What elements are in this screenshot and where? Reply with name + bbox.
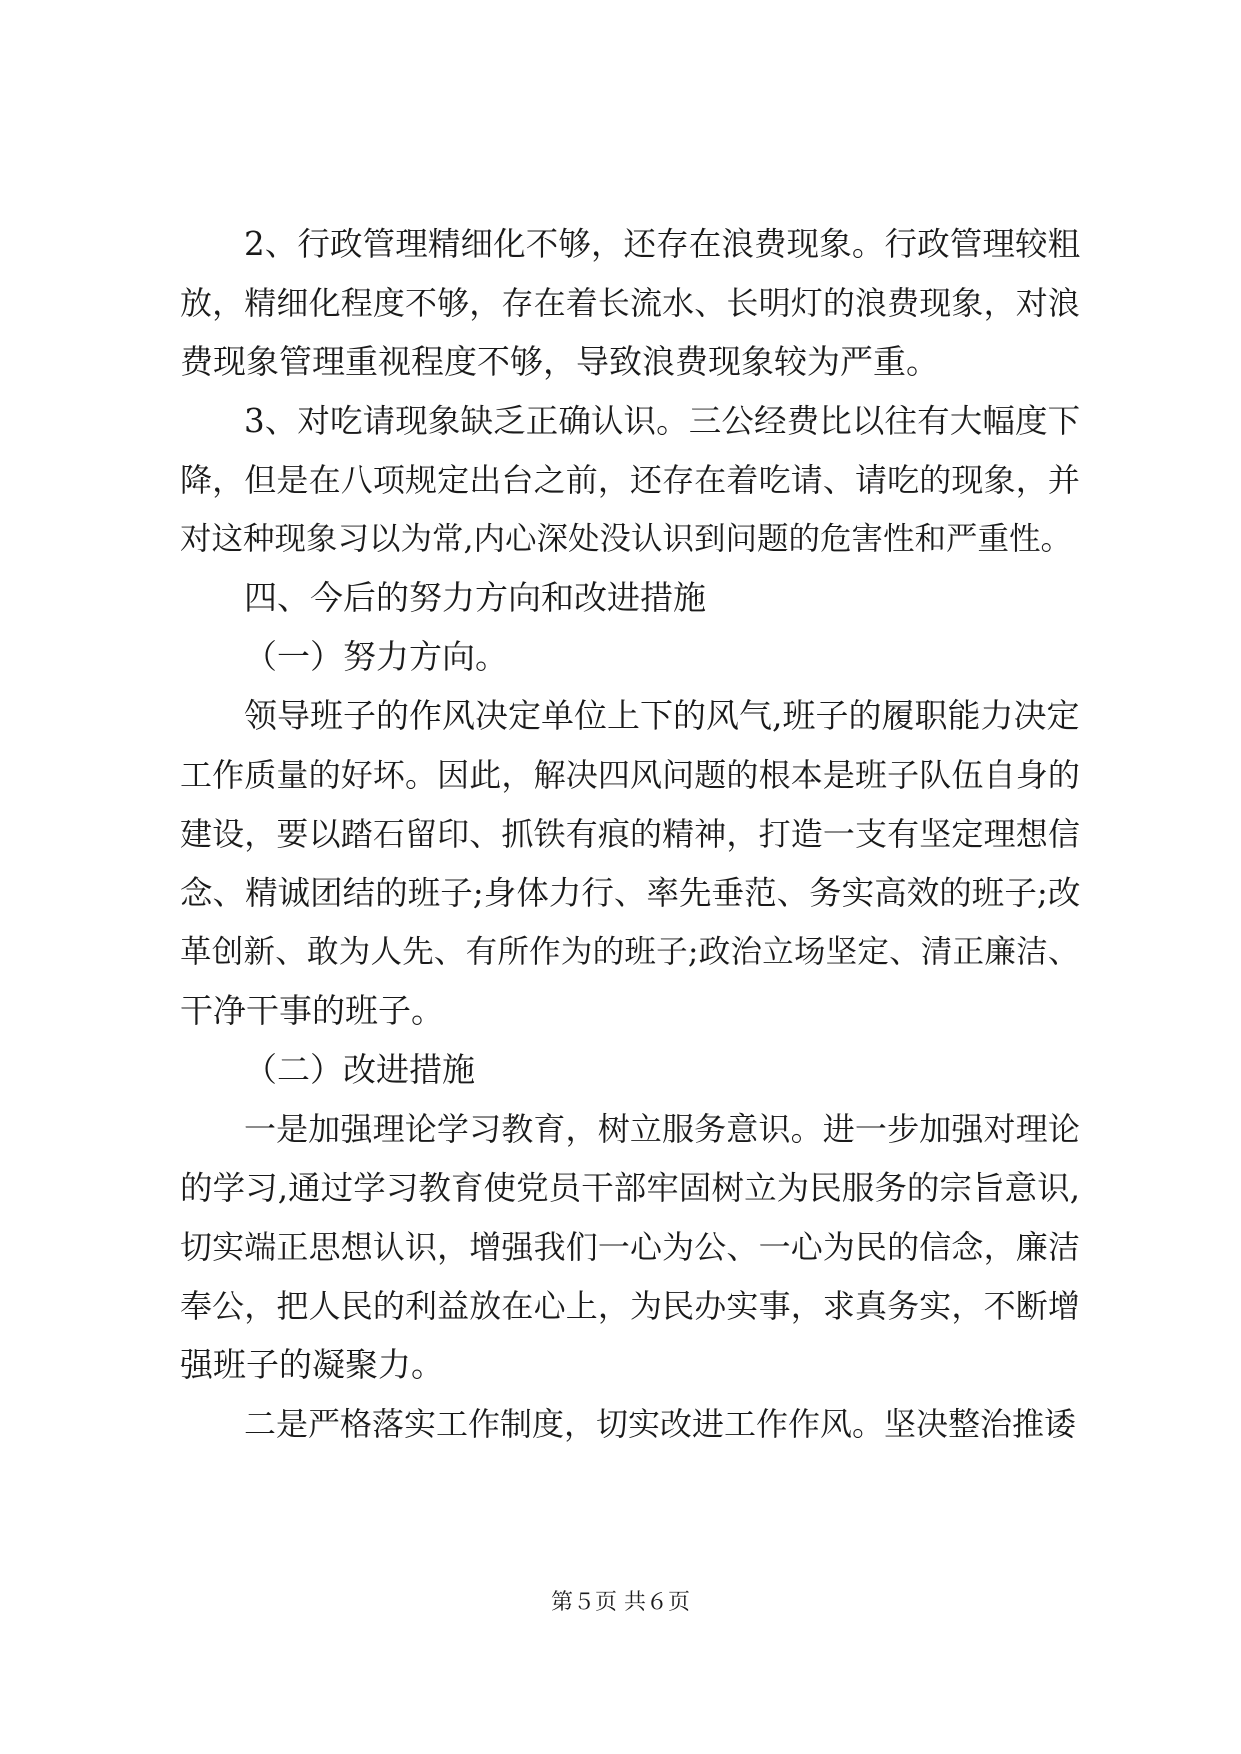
section-heading: 四、今后的努力方向和改进措施	[244, 578, 706, 617]
paragraph-3-line-4: 念、精诚团结的班子;身体力行、率先垂范、务实高效的班子;改	[180, 874, 1081, 912]
paragraph-4-line-1: 一是加强理论学习教育，树立服务意识。进一步加强对理论	[244, 1110, 1081, 1148]
paragraph-4-line-2: 的学习,通过学习教育使党员干部牢固树立为民服务的宗旨意识,	[180, 1169, 1081, 1207]
paragraph-1-line-3: 费现象管理重视程度不够，导致浪费现象较为严重。	[180, 342, 939, 381]
paragraph-2-line-1: 3、对吃请现象缺乏正确认识。三公经费比以往有大幅度下	[244, 402, 1081, 440]
paragraph-3-line-3: 建设，要以踏石留印、抓铁有痕的精神，打造一支有坚定理想信	[180, 815, 1081, 853]
paragraph-1-line-1: 2、行政管理精细化不够，还存在浪费现象。行政管理较粗	[244, 225, 1081, 263]
subsection-heading-1: （一）努力方向。	[244, 637, 508, 676]
paragraph-3-line-1: 领导班子的作风决定单位上下的风气,班子的履职能力决定	[244, 696, 1080, 735]
paragraph-3-line-5: 革创新、敢为人先、有所作为的班子;政治立场坚定、清正廉洁、	[180, 934, 1080, 970]
paragraph-4-line-4: 奉公，把人民的利益放在心上，为民办实事，求真务实，不断增	[180, 1287, 1081, 1325]
paragraph-4-line-3: 切实端正思想认识，增强我们一心为公、一心为民的信念，廉洁	[180, 1228, 1081, 1266]
paragraph-4-line-5: 强班子的凝聚力。	[180, 1345, 444, 1384]
subsection-heading-2: （二）改进措施	[244, 1050, 475, 1089]
page-footer: 第５页 共６页	[551, 1590, 690, 1615]
paragraph-2-line-2: 降，但是在八项规定出台之前，还存在着吃请、请吃的现象，并	[180, 461, 1081, 499]
paragraph-5-line-1: 二是严格落实工作制度，切实改进工作作风。坚决整治推诿	[244, 1405, 1077, 1443]
paragraph-3-line-6: 干净干事的班子。	[180, 991, 444, 1030]
paragraph-1-line-2: 放，精细化程度不够，存在着长流水、长明灯的浪费现象，对浪	[180, 284, 1081, 322]
paragraph-3-line-2: 工作质量的好坏。因此，解决四风问题的根本是班子队伍自身的	[180, 756, 1081, 794]
paragraph-2-line-3: 对这种现象习以为常,内心深处没认识到问题的危害性和严重性。	[180, 521, 1073, 557]
